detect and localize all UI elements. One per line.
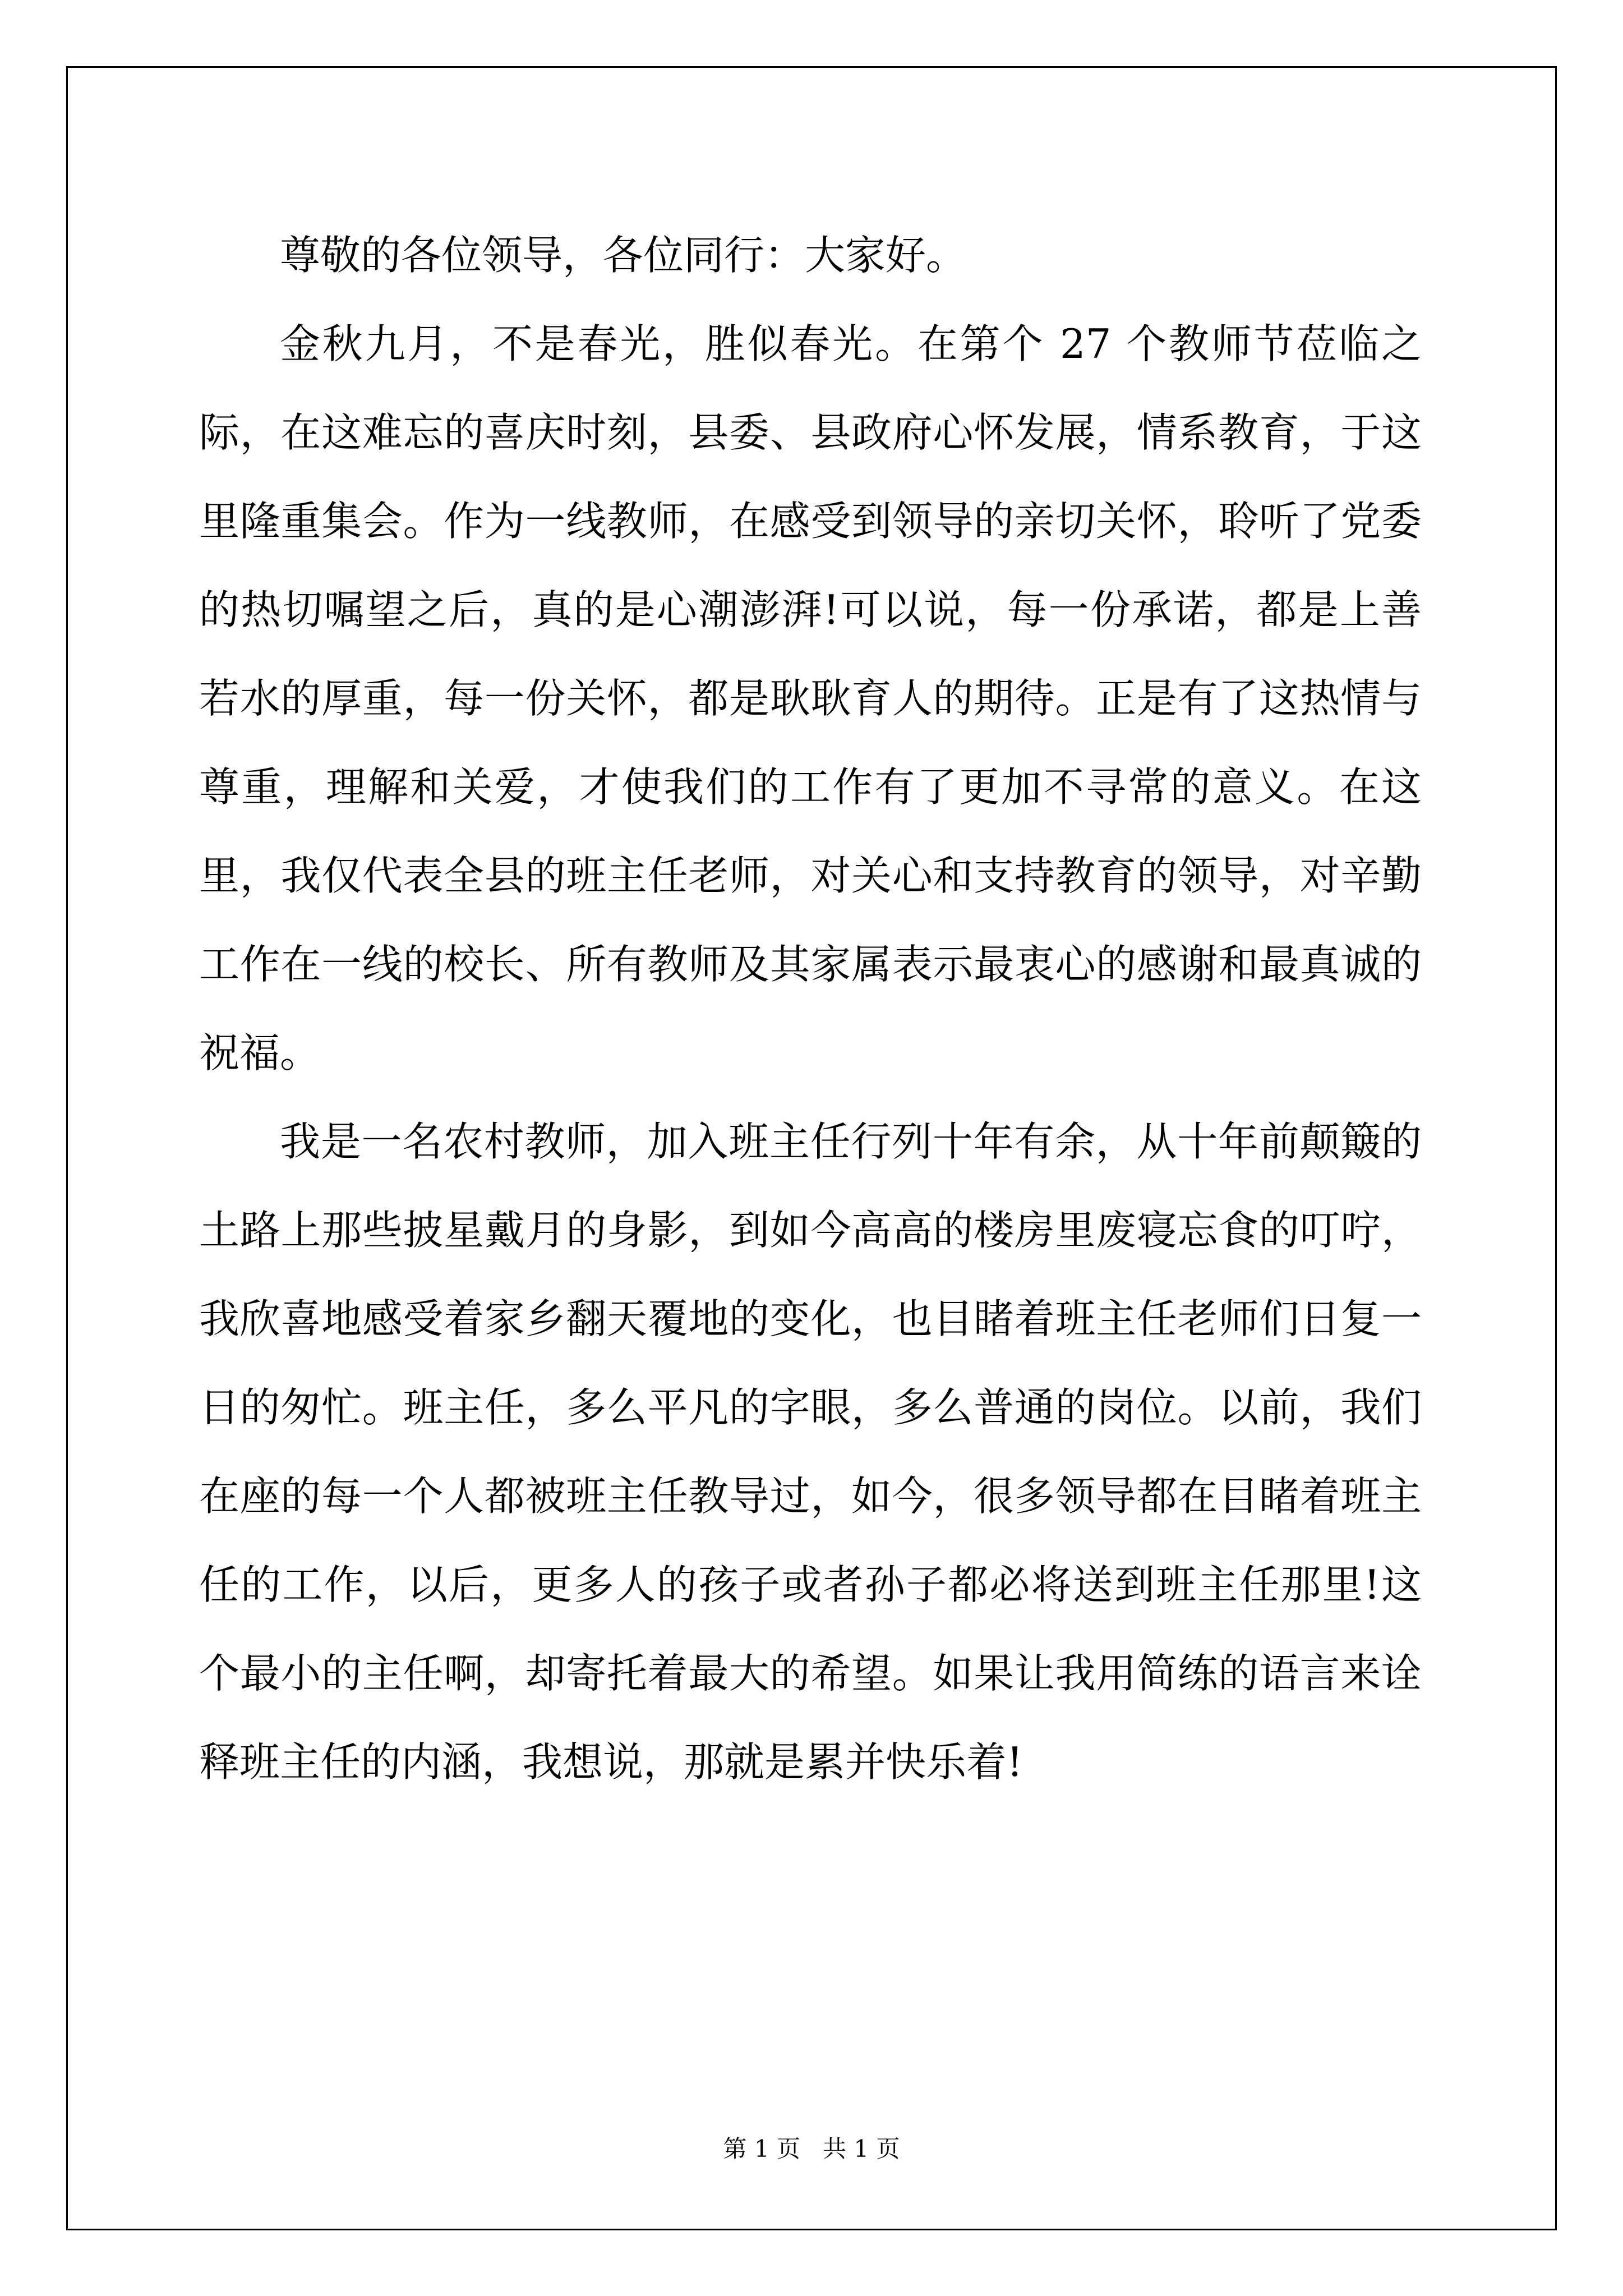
paragraph-teachers-day: 金秋九月，不是春光，胜似春光。在第个 27 个教师节莅临之际，在这难忘的喜庆时刻，县委、县政府心怀发展，情系教育，于这里隆重集会。作为一线教师，在感受到领导的亲切关怀，聆听了党委的热切嘱望之后，真的是心潮澎湃!可以说，每一份承诺，都是上善若水的厚重，每一份关怀，都是耿耿育人的期待。正是有了这热情与尊重，理解和关爱，才使我们的工作有了更加不寻常的意义。在这里，我仅代表全县的班主任老师，对关心和支持教育的领导，对辛勤工作在一线的校长、所有教师及其家属表示最衷心的感谢和最真诚的祝福。 bbox=[199, 320, 1422, 1076]
paragraph-greeting: 尊敬的各位领导，各位同行：大家好。 bbox=[280, 232, 967, 279]
paragraph-rural-teacher: 我是一名农村教师，加入班主任行列十年有余，从十年前颠簸的土路上那些披星戴月的身影，到如今高高的楼房里废寝忘食的叮咛，我欣喜地感受着家乡翻天覆地的变化，也目睹着班主任老师们日复一日的匆忙。班主任，多么平凡的字眼，多么普通的岗位。以前，我们在座的每一个人都被班主任教导过，如今，很多领导都在目睹着班主任的工作，以后，更多人的孩子或者孙子都必将送到班主任那里!这个最小的主任啊，却寄托着最大的希望。如果让我用简练的语言来诠释班主任的内涵，我想说，那就是累并快乐着! bbox=[199, 1118, 1422, 1786]
page-number-footer: 第 1 页 共 1 页 bbox=[723, 2135, 900, 2162]
document-body bbox=[199, 211, 1422, 1806]
